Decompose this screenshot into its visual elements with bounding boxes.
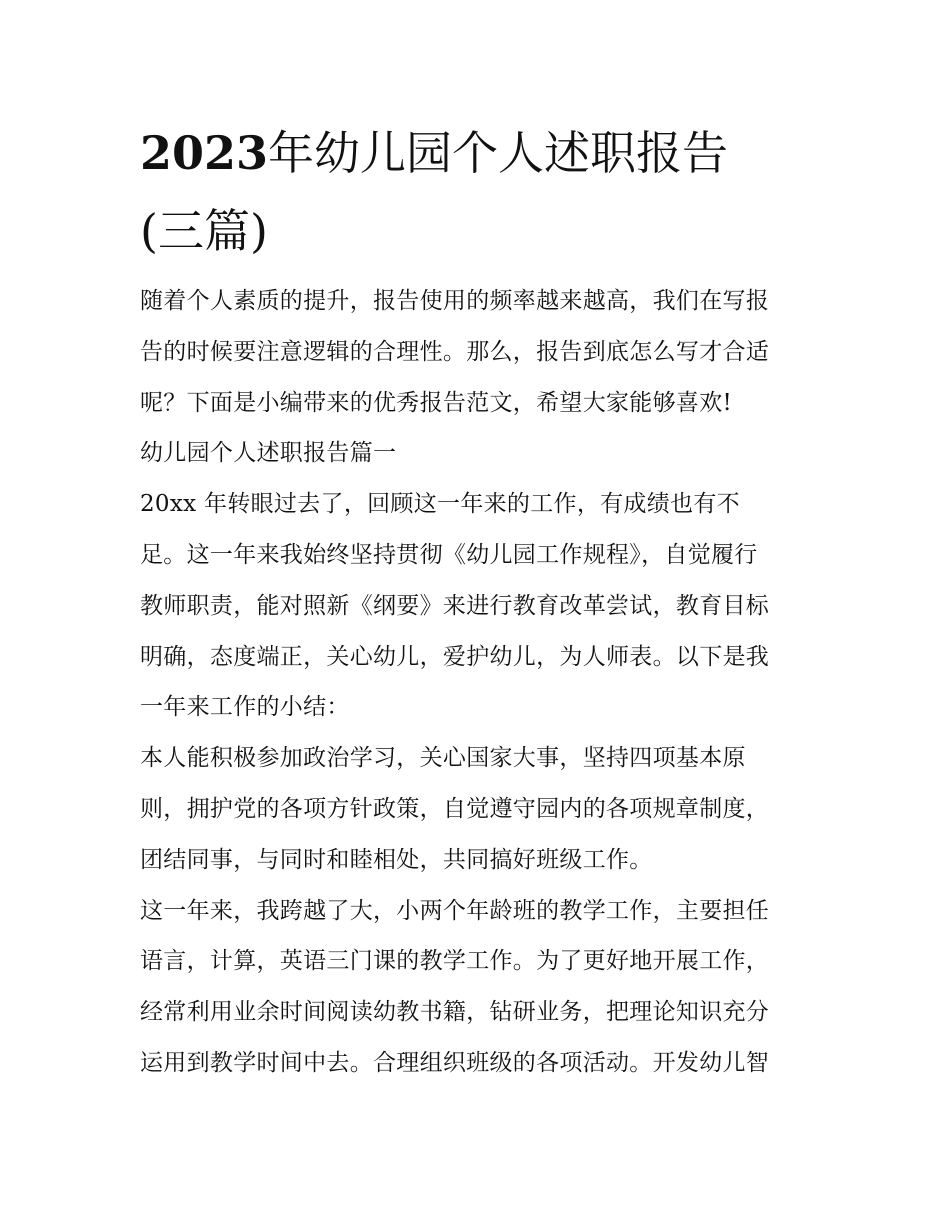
body-line: 经常利用业余时间阅读幼教书籍，钻研业务，把理论知识充分: [140, 999, 770, 1026]
body-line: 足。这一年来我始终坚持贯彻《幼儿园工作规程》，自觉履行: [140, 541, 758, 568]
body-line: 团结同事，与同时和睦相处，共同搞好班级工作。: [140, 846, 653, 873]
body-line: 运用到教学时间中去。合理组织班级的各项活动。开发幼儿智: [140, 1049, 770, 1076]
document-body: [140, 276, 812, 1089]
title-text-line1: 年幼儿园个人述职报告: [268, 126, 729, 180]
title-year: 2023: [140, 126, 269, 180]
section-heading: 幼儿园个人述职报告篇一: [140, 440, 397, 467]
body-line: 这一年来，我跨越了大，小两个年龄班的教学工作，主要担任: [140, 897, 770, 924]
title-text-line2: (三篇): [140, 204, 268, 258]
body-line: 明确，态度端正，关心幼儿，爱护幼儿，为人师表。以下是我: [140, 643, 770, 670]
body-line: 呢？下面是小编带来的优秀报告范文，希望大家能够喜欢!: [140, 389, 733, 416]
body-line: 语言，计算，英语三门课的教学工作。为了更好地开展工作，: [140, 948, 770, 975]
body-line: 随着个人素质的提升，报告使用的频率越来越高，我们在写报: [140, 288, 770, 314]
body-line: 教师职责，能对照新《纲要》来进行教育改革尝试，教育目标: [140, 592, 770, 619]
body-line: 则，拥护党的各项方针政策，自觉遵守园内的各项规章制度，: [140, 795, 770, 822]
body-line: 告的时候要注意逻辑的合理性。那么，报告到底怎么写才合适: [140, 338, 770, 365]
body-line: 本人能积极参加政治学习，关心国家大事，坚持四项基本原: [140, 745, 746, 772]
body-line: 20xx 年转眼过去了，回顾这一年来的工作，有成绩也有不: [140, 491, 740, 518]
body-line: 一年来工作的小结：: [140, 694, 350, 721]
document-title: [140, 114, 820, 270]
